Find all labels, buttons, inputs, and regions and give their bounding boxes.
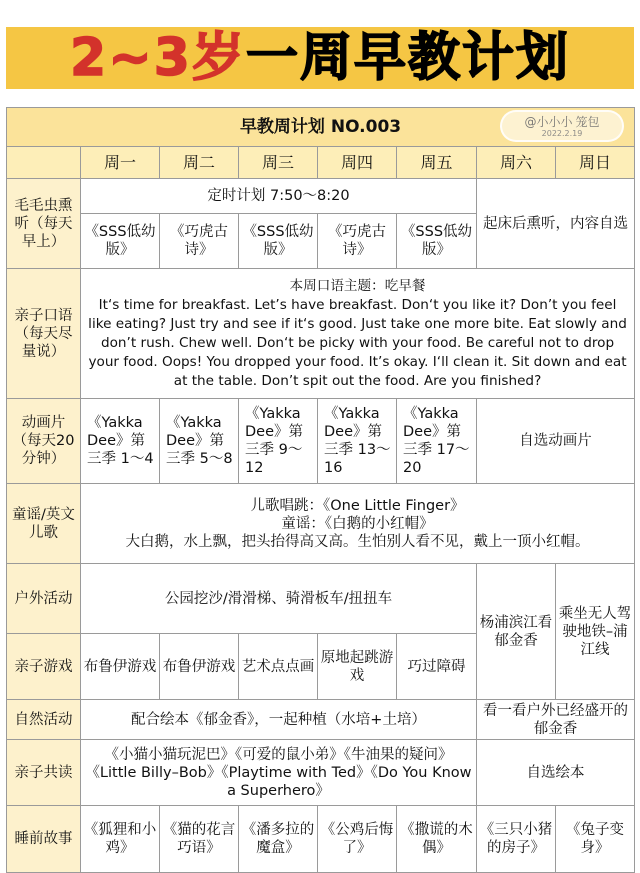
cell: 原地起跳游戏 xyxy=(318,634,397,700)
cell: 《巧虎古诗》 xyxy=(318,214,397,269)
table-row xyxy=(7,806,635,873)
schedule-cell: 定时计划 7:50～8:20 xyxy=(81,179,477,214)
corner-cell xyxy=(7,147,81,179)
day-header: 周二 xyxy=(160,147,239,179)
weekend-cell: 自选绘本 xyxy=(477,740,635,806)
table-row xyxy=(7,740,635,806)
cell: 《Yakka Dee》第三季 9～12 xyxy=(239,399,318,484)
row-label: 亲子共读 xyxy=(7,740,81,806)
row-label: 户外活动 xyxy=(7,564,81,634)
table-row xyxy=(7,700,635,740)
table-row xyxy=(7,484,635,564)
cell: 布鲁伊游戏 xyxy=(160,634,239,700)
oral-cell xyxy=(81,269,635,399)
cell: 《SSS低幼版》 xyxy=(81,214,160,269)
table-row xyxy=(7,399,635,484)
weekend-cell: 看一看户外已经盛开的郁金香 xyxy=(477,700,635,740)
oral-theme: 本周口语主题：吃早餐 xyxy=(289,277,426,294)
cell: 《Yakka Dee》第三季 5～8 xyxy=(160,399,239,484)
cell: 《公鸡后悔了》 xyxy=(318,806,397,873)
oral-text: It‘s time for breakfast. Let’s have breakfast. Don‘t you like it? Don’t you feel like eating? Just try and see if it‘s good. Just take one more bite. Eat slowly and don’t rush. Chew well. Don‘t be picky with your food. Be careful not to drop your food. Oops! You dropped your food. It’s okay. I‘ll clean it. Sit down and eat at the table. Don’t spit out the food. Are you finished? xyxy=(88,296,627,389)
song-line: 童谣：《白鹅的小红帽》 xyxy=(281,515,434,532)
day-header: 周五 xyxy=(397,147,477,179)
cell: 《Yakka Dee》第三季 17～20 xyxy=(397,399,477,484)
weekly-plan-table xyxy=(6,107,635,873)
day-header: 周四 xyxy=(318,147,397,179)
row-label: 亲子口语（每天尽量说） xyxy=(7,269,81,399)
cell: 布鲁伊游戏 xyxy=(81,634,160,700)
weekend-cell: 起床后熏听，内容自选 xyxy=(477,179,635,269)
cell: 《SSS低幼版》 xyxy=(397,214,477,269)
song-line: 儿歌唱跳：《One Little Finger》 xyxy=(250,497,465,514)
day-header: 周一 xyxy=(81,147,160,179)
cell: 《Yakka Dee》第三季 13～16 xyxy=(318,399,397,484)
day-header: 周日 xyxy=(556,147,635,179)
row-label: 亲子游戏 xyxy=(7,634,81,700)
row-label: 童谣/英文儿歌 xyxy=(7,484,81,564)
title-plan: 一周早教计划 xyxy=(245,28,570,88)
songs-cell xyxy=(81,484,635,564)
title-age: 2~3岁 xyxy=(70,28,246,88)
page-title-banner xyxy=(6,27,634,89)
cell: 《Yakka Dee》第三季 1～4 xyxy=(81,399,160,484)
watermark-stamp xyxy=(500,110,624,142)
day-header: 周三 xyxy=(239,147,318,179)
row-label: 睡前故事 xyxy=(7,806,81,873)
day-header: 周六 xyxy=(477,147,556,179)
stamp-name xyxy=(524,115,599,129)
stamp-date: 2022.2.19 xyxy=(541,128,583,138)
table-row xyxy=(7,179,635,214)
cell: 艺术点点画 xyxy=(239,634,318,700)
cell: 《狐狸和小鸡》 xyxy=(81,806,160,873)
table-row xyxy=(7,269,635,399)
cell: 《SSS低幼版》 xyxy=(239,214,318,269)
table-title: 早教周计划 NO.003 xyxy=(7,108,635,147)
stamp-line: @小小小 xyxy=(524,114,573,129)
cell: 公园挖沙/滑滑梯、骑滑板车/扭扭车 xyxy=(81,564,477,634)
row-label: 自然活动 xyxy=(7,700,81,740)
cell: 《猫的花言巧语》 xyxy=(160,806,239,873)
cell: 配合绘本《郁金香》，一起种植（水培+土培） xyxy=(81,700,477,740)
cell: 《潘多拉的魔盒》 xyxy=(239,806,318,873)
cell: 《巧虎古诗》 xyxy=(160,214,239,269)
cell: 《撒谎的木偶》 xyxy=(397,806,477,873)
song-line: 大白鹅，水上飘，把头抬得高又高。生怕别人看不见，戴上一顶小红帽。 xyxy=(125,533,590,550)
stamp-line: 笼包 xyxy=(575,114,600,129)
weekend-cell: 自选动画片 xyxy=(477,399,635,484)
sunday-cell: 乘坐无人驾驶地铁–浦江线 xyxy=(556,564,635,700)
cell: 《兔子变身》 xyxy=(556,806,635,873)
saturday-cell: 杨浦滨江看郁金香 xyxy=(477,564,556,700)
row-label: 动画片（每天20分钟） xyxy=(7,399,81,484)
cell: 《三只小猪的房子》 xyxy=(477,806,556,873)
table-row xyxy=(7,564,635,634)
row-label: 毛毛虫熏听（每天早上） xyxy=(7,179,81,269)
cell: 《小猫小猫玩泥巴》《可爱的鼠小弟》《牛油果的疑问》《Little Billy–Bob》《Playtime with Ted》《Do You Know a Superhero》 xyxy=(81,740,477,806)
cell: 巧过障碍 xyxy=(397,634,477,700)
day-header-row xyxy=(7,147,635,179)
